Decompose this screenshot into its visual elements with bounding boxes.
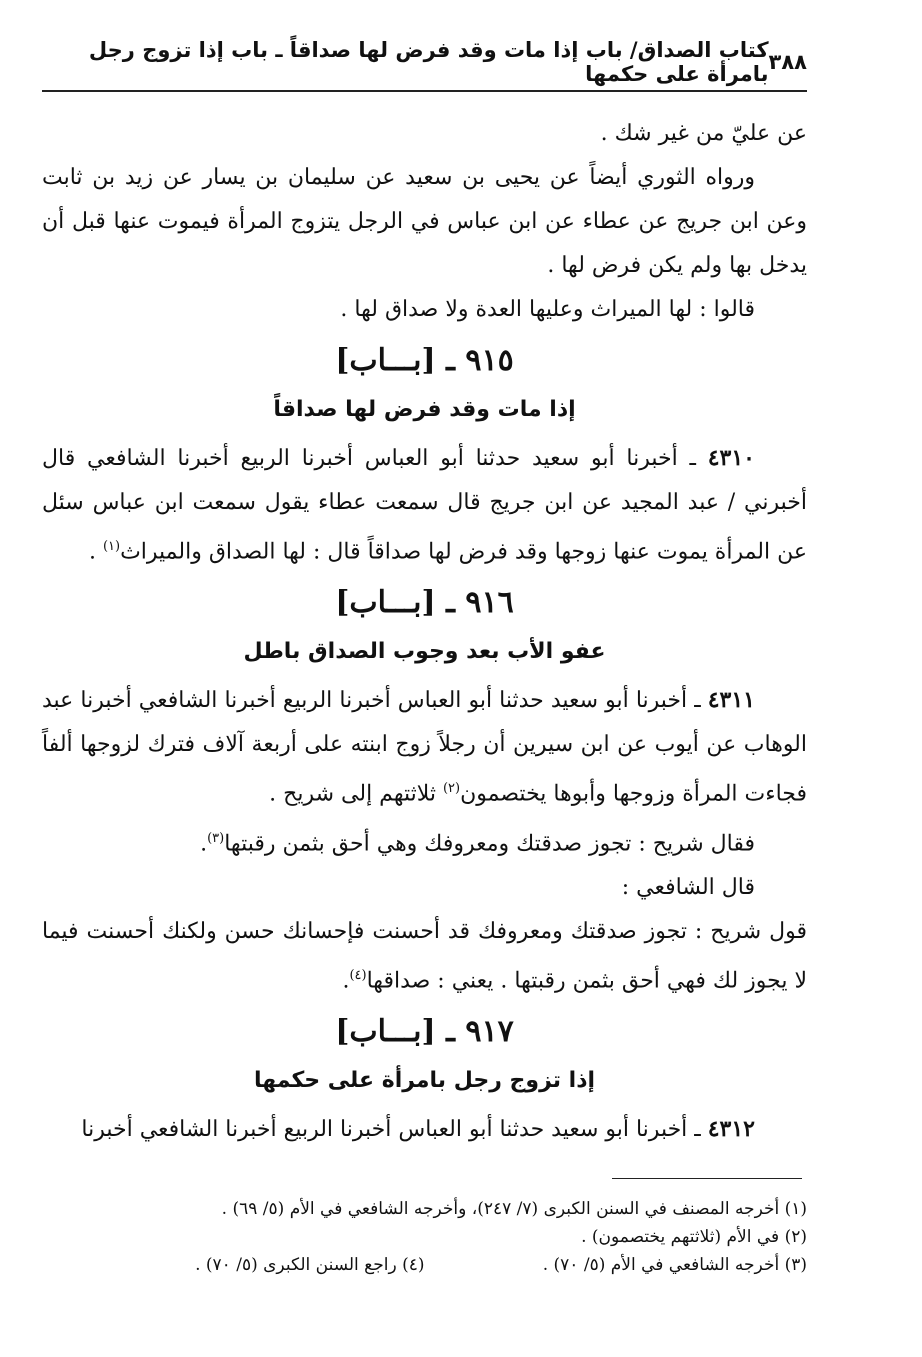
hadith-4312-number: ٤٣١٢ xyxy=(707,1116,755,1143)
page-number: ٣٨٨ xyxy=(768,50,807,74)
manuscript-folio-ref xyxy=(0,480,1,524)
footnote-ref-2: (٢) xyxy=(442,781,461,797)
footnotes xyxy=(42,1195,807,1279)
chapter-917-title: إذا تزوج رجل بامرأة على حكمها xyxy=(253,1068,596,1094)
main-text xyxy=(42,112,807,1152)
shuraih-commentary-text: قول شريح : تجوز صدقتك ومعروفك قد أحسنت فإحسانك حسن ولكنك أحسنت فيما لا يجوز لك فهي أحق بثمن رقبتها . يعني : صداقها xyxy=(42,918,807,994)
header-divider xyxy=(42,90,807,92)
shuraih-ruling-end: . xyxy=(200,830,208,856)
chapter-915-title: إذا مات وقد فرض لها صداقاً xyxy=(273,397,576,422)
hadith-4311 xyxy=(42,678,807,816)
shuraih-commentary-end: . xyxy=(342,968,350,994)
footnote-divider xyxy=(612,1178,802,1179)
footnote-4: (٤) راجع السنن الكبرى (٥/ ٧٠) . xyxy=(195,1255,425,1275)
hadith-4311-end: ثلاثتهم إلى شريح . xyxy=(269,781,443,807)
paragraph-3: قالوا : لها الميراث وعليها العدة ولا صداق لها . xyxy=(340,297,755,322)
footnote-ref-4: (٤) xyxy=(349,967,367,983)
running-title: كتاب الصداق/ باب إذا مات وقد فرض لها صداقاً ـ باب إذا تزوج رجل بامرأة على حكمها xyxy=(88,38,769,86)
hadith-4310-end: . xyxy=(88,539,103,565)
footnote-2: (٢) في الأم (ثلاثتهم يختصمون) . xyxy=(581,1227,807,1247)
paragraph-1: عن عليّ من غير شك . xyxy=(600,121,807,146)
hadith-4312-text: ـ أخبرنا أبو سعيد حدثنا أبو العباس أخبرنا الربيع أخبرنا الشافعي أخبرنا xyxy=(81,1117,708,1143)
footnote-ref-3: (٣) xyxy=(207,830,225,846)
footnote-row-3-4 xyxy=(42,1251,807,1279)
shuraih-ruling-text: فقال شريح : تجوز صدقتك ومعروفك وهي أحق بثمن رقبتها xyxy=(224,830,755,856)
chapter-916-title: عفو الأب بعد وجوب الصداق باطل xyxy=(243,639,606,665)
chapter-917-number: ٩١٧ ـ [بـــاب] xyxy=(335,1014,514,1050)
page-header xyxy=(42,40,807,84)
chapter-915-number: ٩١٥ ـ [بـــاب] xyxy=(335,343,514,378)
shuraih-commentary xyxy=(42,910,807,1003)
paragraph-2: ورواه الثوري أيضاً عن يحيى بن سعيد عن سليمان بن يسار عن زيد بن ثابت وعن ابن جريج عن عطاء عن ابن عباس في الرجل يتزوج المرأة فيموت عنها قبل أن يدخل بها ولم يكن فرض لها . xyxy=(42,165,807,278)
hadith-4310-text: ـ أخبرنا أبو سعيد حدثنا أبو العباس أخبرنا الربيع أخبرنا الشافعي قال أخبرني / عبد المجيد عن ابن جريج قال سمعت عطاء يقول سمعت ابن عباس سئل عن المرأة يموت عنها زوجها وقد فرض لها صداقاً قال : لها الصداق والميراث xyxy=(42,446,807,565)
chapter-916-number: ٩١٦ ـ [بـــاب] xyxy=(335,585,514,621)
shafii-said: قال الشافعي : xyxy=(621,874,755,900)
shuraih-ruling xyxy=(42,817,807,866)
hadith-4310 xyxy=(42,436,807,574)
hadith-4312 xyxy=(42,1107,807,1152)
hadith-4310-number: ٤٣١٠ xyxy=(707,445,755,471)
footnote-3: (٣) أخرجه الشافعي في الأم (٥/ ٧٠) . xyxy=(542,1255,807,1275)
footnote-ref-1: (١) xyxy=(102,539,121,554)
hadith-4311-text: ـ أخبرنا أبو سعيد حدثنا أبو العباس أخبرنا الربيع أخبرنا الشافعي أخبرنا عبد الوهاب عن أيوب عن ابن سيرين أن رجلاً زوج ابنته على أربعة آلاف فترك لزوجها ألفاً فجاءت المرأة وزوجها وأبوها يختصمون xyxy=(42,688,807,807)
hadith-4311-number: ٤٣١١ xyxy=(707,687,755,714)
footnote-1: (١) أخرجه المصنف في السنن الكبرى (٧/ ٢٤٧)، وأخرجه الشافعي في الأم (٥/ ٦٩) . xyxy=(221,1199,807,1219)
